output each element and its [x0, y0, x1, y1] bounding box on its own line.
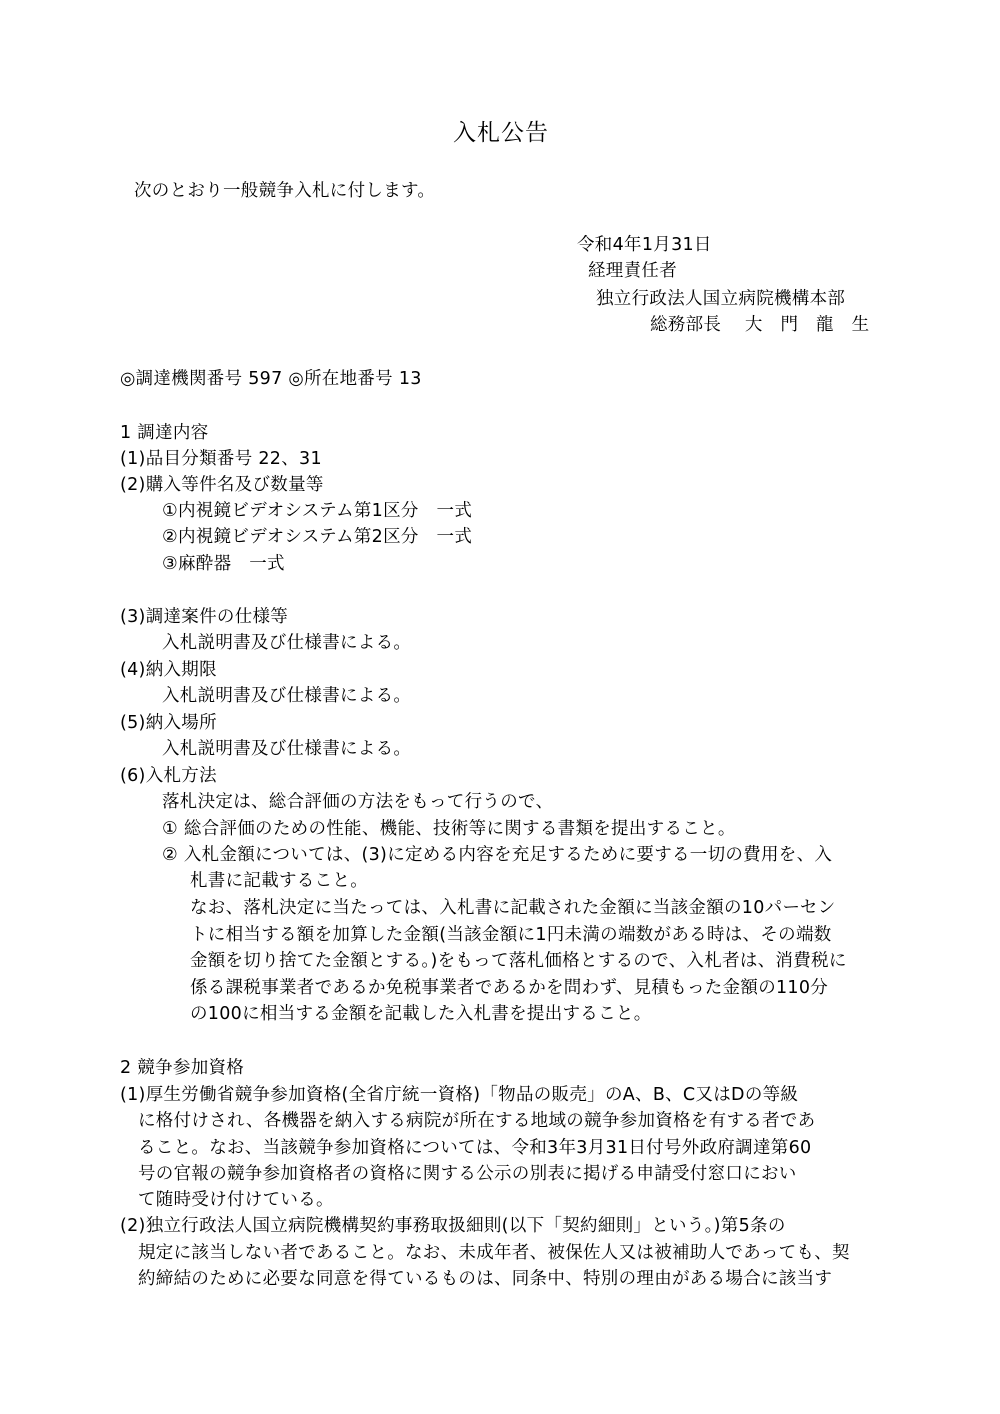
item6-point2-line: ② 入札金額については、(3)に定める内容を充足するために要する一切の費用を、入: [162, 845, 833, 865]
section2-item1-line: に格付けされ、各機器を納入する病院が所在する地域の競争参加資格を有する者であ: [138, 1111, 816, 1131]
item-classification: (1)品目分類番号 22、31: [120, 449, 322, 469]
item6-point2-line: 金額を切り捨てた金額とする。)をもって落札価格とするので、入札者は、消費税に: [190, 951, 847, 971]
issue-date: 令和4年1月31日: [577, 235, 712, 255]
section2-item2-line: (2)独立行政法人国立病院機構契約事務取扱細則(以下「契約細則」という。)第5条の: [120, 1216, 786, 1236]
section2-item1-line: (1)厚生労働省競争参加資格(全省庁統一資格)「物品の販売」のA、B、C又はDの等級: [120, 1085, 799, 1105]
section2-item1-line: 号の官報の競争参加資格者の資格に関する公示の別表に掲げる申請受付窓口におい: [138, 1164, 797, 1184]
issuer-organization: 独立行政法人国立病院機構本部: [596, 289, 846, 309]
section2-item2-line: 約締結のために必要な同意を得ているものは、同条中、特別の理由がある場合に該当す: [138, 1269, 833, 1289]
item6-point2-line: トに相当する額を加算した金額(当該金額に1円未満の端数がある時は、その端数: [190, 925, 832, 945]
list-item: ①内視鏡ビデオシステム第1区分 一式: [162, 501, 473, 521]
item6-point2-line: の100に相当する金額を記載した入札書を提出すること。: [190, 1004, 652, 1024]
issuer-role: 経理責任者: [588, 261, 677, 281]
item3-heading: (3)調達案件の仕様等: [120, 607, 289, 627]
item6-intro: 落札決定は、総合評価の方法をもって行うので、: [162, 792, 554, 812]
section2-item1-line: て随時受け付けている。: [138, 1190, 334, 1210]
item4-text: 入札説明書及び仕様書による。: [162, 686, 412, 706]
item3-text: 入札説明書及び仕様書による。: [162, 633, 412, 653]
item6-point2-line: 係る課税事業者であるか免税事業者であるかを問わず、見積もった金額の110分: [190, 978, 829, 998]
section2-item1-line: ること。なお、当該競争参加資格については、令和3年3月31日付号外政府調達第60: [138, 1138, 812, 1158]
section1-heading: 1 調達内容: [120, 423, 209, 443]
intro-text: 次のとおり一般競争入札に付します。: [134, 181, 436, 201]
section2-heading: 2 競争参加資格: [120, 1058, 245, 1078]
item6-heading: (6)入札方法: [120, 766, 217, 786]
procurement-codes: ◎調達機関番号 597 ◎所在地番号 13: [120, 369, 422, 389]
item4-heading: (4)納入期限: [120, 660, 217, 680]
item6-point2-line: 札書に記載すること。: [190, 871, 368, 891]
item2-heading: (2)購入等件名及び数量等: [120, 475, 324, 495]
list-item: ③麻酔器 一式: [162, 554, 285, 574]
item5-heading: (5)納入場所: [120, 713, 217, 733]
item6-point2-line: なお、落札決定に当たっては、入札書に記載された金額に当該金額の10パーセン: [190, 898, 836, 918]
list-item: ②内視鏡ビデオシステム第2区分 一式: [162, 527, 473, 547]
item5-text: 入札説明書及び仕様書による。: [162, 739, 412, 759]
item6-point1: ① 総合評価のための性能、機能、技術等に関する書類を提出すること。: [162, 819, 736, 839]
page-title: 入札公告: [453, 120, 549, 146]
section2-item2-line: 規定に該当しない者であること。なお、未成年者、被保佐人又は被補助人であっても、契: [138, 1243, 850, 1263]
issuer-name: 総務部長 大 門 龍 生: [650, 315, 870, 335]
